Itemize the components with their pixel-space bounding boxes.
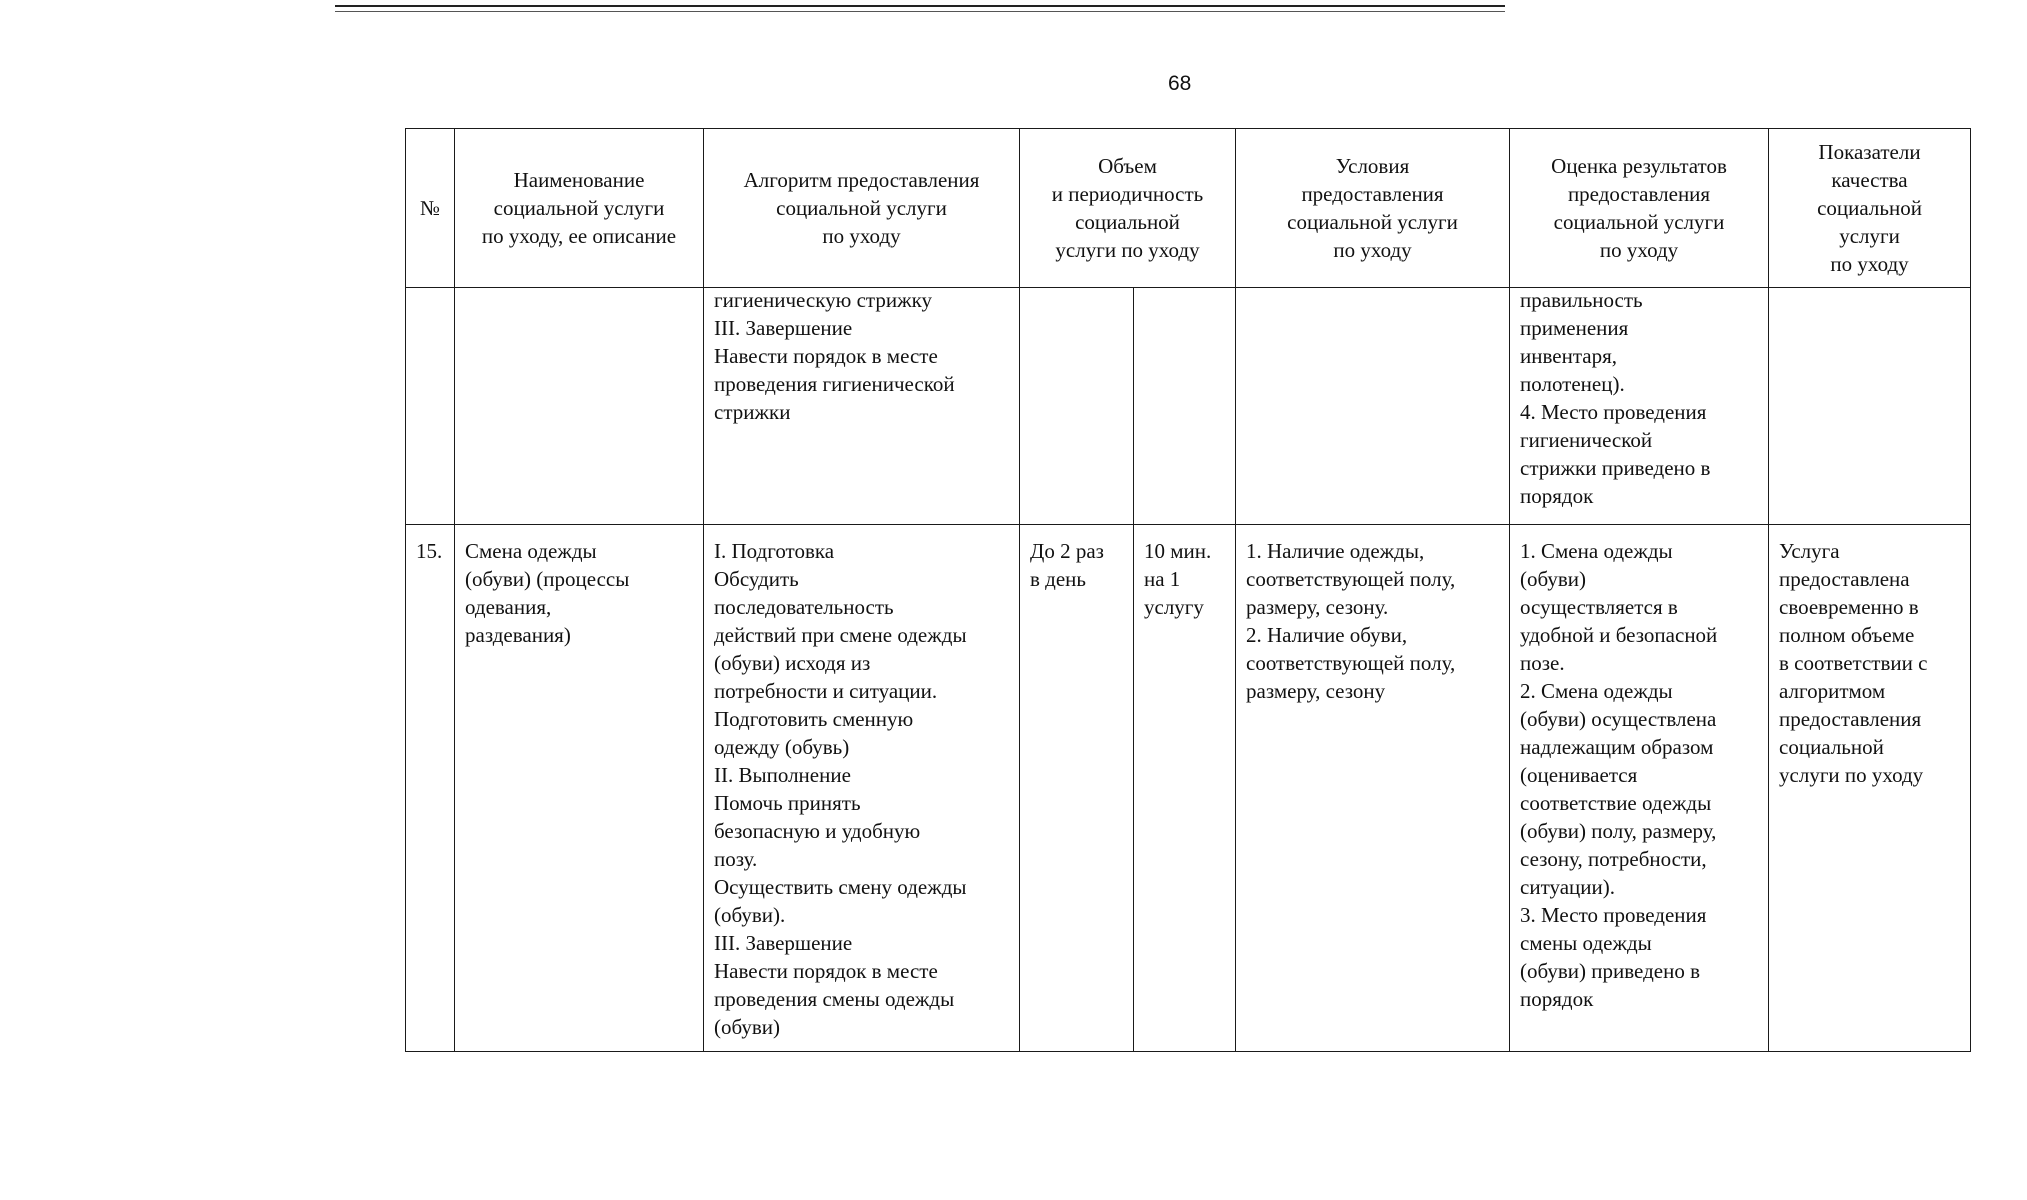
cell-name: Смена одежды (обуви) (процессы одевания, раздевания) bbox=[455, 525, 704, 1052]
cell-conditions: 1. Наличие одежды, соответствующей полу, размеру, сезону. 2. Наличие обуви, соответствующей полу, размеру, сезону bbox=[1236, 525, 1510, 1052]
cell-evaluation: правильность применения инвентаря, полотенец). 4. Место проведения гигиенической стрижки приведено в порядок bbox=[1510, 288, 1769, 525]
cell-volume: До 2 раз в день bbox=[1020, 525, 1134, 1052]
top-rule bbox=[335, 5, 1505, 12]
header-row bbox=[406, 129, 1971, 288]
page-number: 68 bbox=[1168, 72, 1192, 95]
cell-algorithm: гигиеническую стрижку III. Завершение Навести порядок в месте проведения гигиенической стрижки bbox=[704, 288, 1020, 525]
header-conditions: Условия предоставления социальной услуги по уходу bbox=[1236, 129, 1510, 288]
services-table bbox=[405, 128, 1971, 1052]
header-algorithm: Алгоритм предоставления социальной услуги по уходу bbox=[704, 129, 1020, 288]
cell-name bbox=[455, 288, 704, 525]
header-volume-periodicity: Объем и периодичность социальной услуги по уходу bbox=[1020, 129, 1236, 288]
header-service-name: Наименование социальной услуги по уходу, ее описание bbox=[455, 129, 704, 288]
cell-conditions bbox=[1236, 288, 1510, 525]
table-row-15 bbox=[406, 525, 1971, 1052]
table-row-continuation bbox=[406, 288, 1971, 525]
header-quality: Показатели качества социальной услуги по уходу bbox=[1769, 129, 1971, 288]
cell-number: 15. bbox=[406, 525, 455, 1052]
cell-algorithm: I. Подготовка Обсудить последовательность действий при смене одежды (обуви) исходя из потребности и ситуации. Подготовить сменную одежду (обувь) II. Выполнение Помочь принять безопасную и удобную позу. Осуществить смену одежды (обуви). III. Завершение Навести порядок в месте проведения смены одежды (обуви) bbox=[704, 525, 1020, 1052]
cell-volume bbox=[1020, 288, 1134, 525]
cell-periodicity: 10 мин. на 1 услугу bbox=[1134, 525, 1236, 1052]
cell-evaluation: 1. Смена одежды (обуви) осуществляется в удобной и безопасной позе. 2. Смена одежды (обуви) осуществлена надлежащим образом (оценивается соответствие одежды (обуви) полу, размеру, сезону, потребности, ситуации). 3. Место проведения смены одежды (обуви) приведено в порядок bbox=[1510, 525, 1769, 1052]
header-number: № bbox=[406, 129, 455, 288]
cell-quality: Услуга предоставлена своевременно в полном объеме в соответствии с алгоритмом предоставления социальной услуги по уходу bbox=[1769, 525, 1971, 1052]
cell-periodicity bbox=[1134, 288, 1236, 525]
cell-number bbox=[406, 288, 455, 525]
header-evaluation: Оценка результатов предоставления социальной услуги по уходу bbox=[1510, 129, 1769, 288]
cell-quality bbox=[1769, 288, 1971, 525]
